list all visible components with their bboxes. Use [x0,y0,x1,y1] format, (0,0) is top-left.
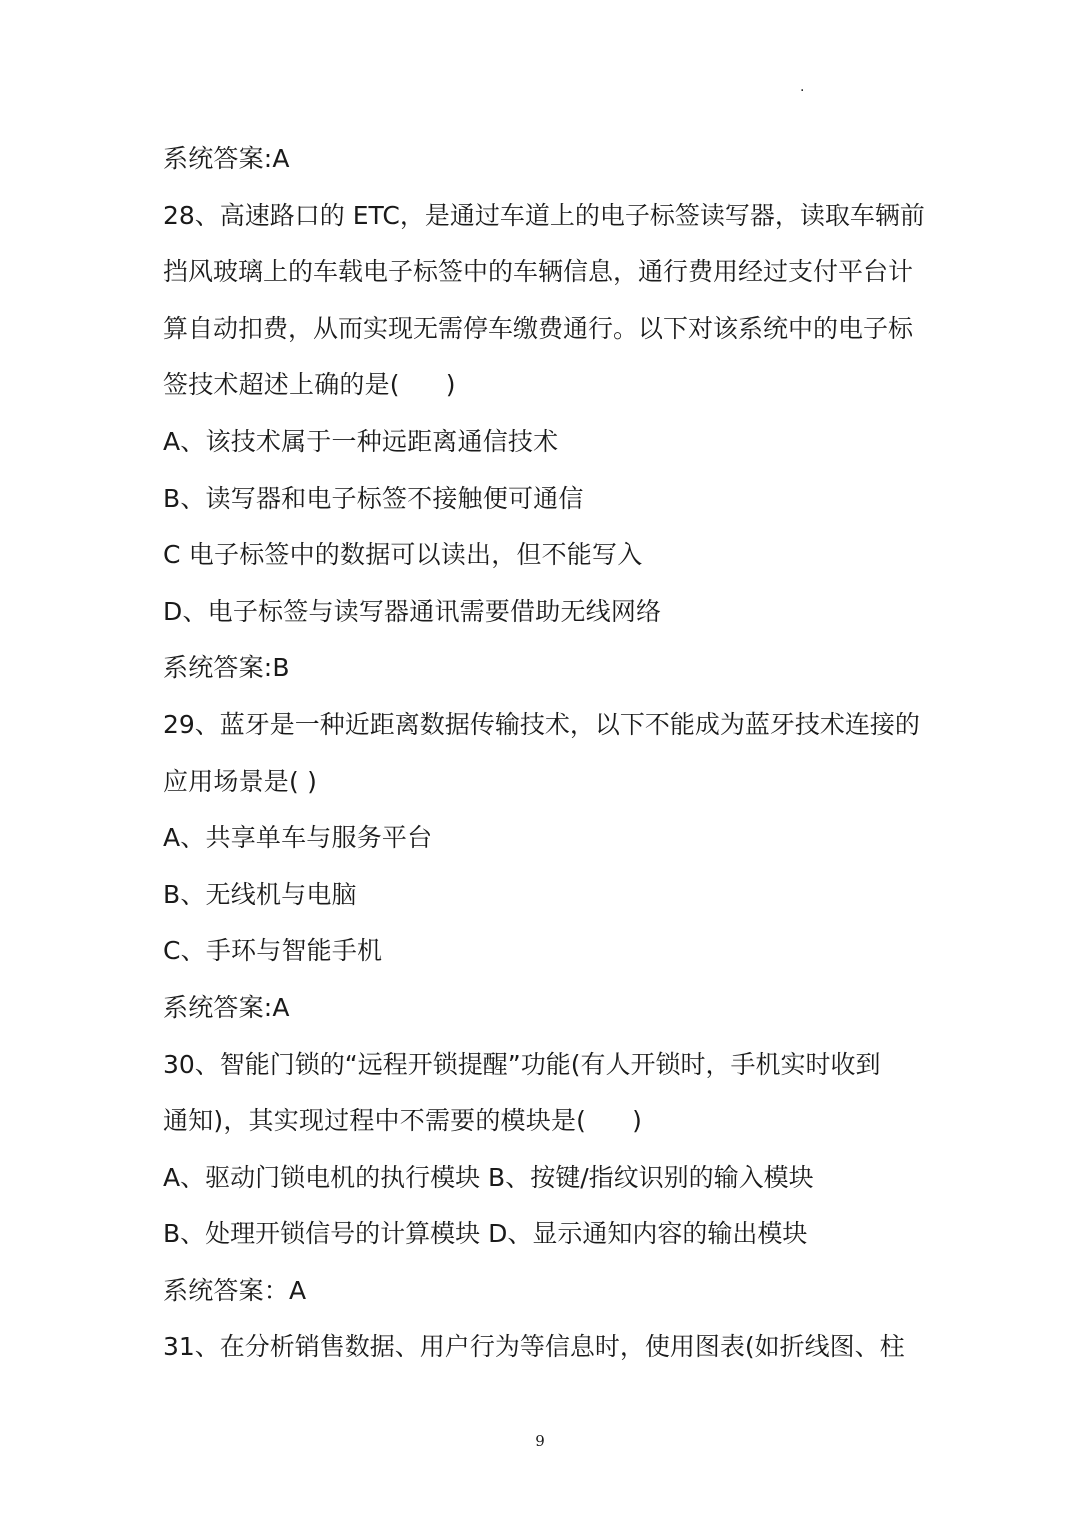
page-number: 9 [535,1432,545,1450]
question-30 [163,1037,923,1320]
question-28-line-3: 算自动扣费，从而实现无需停车缴费通行。以下对该系统中的电子标 [163,313,914,343]
option-28-b: B、读写器和电子标签不接触便可通信 [163,483,584,513]
option-29-a: A、共享单车与服务平台 [163,823,433,853]
question-28-stem-end: 签技术超述上确的是( [163,370,400,400]
question-29 [163,697,923,1037]
question-29-line-1: 29、蓝牙是一种近距离数据传输技术，以下不能成为蓝牙技术连接的 [163,709,920,739]
header-mark: · [800,83,805,99]
question-30-line-1: 30、智能门锁的“远程开锁提醒”功能(有人开锁时，手机实时收到 [163,1049,881,1079]
option-30-a-b: A、驱动门锁电机的执行模块 B、按键/指纹识别的输入模块 [163,1162,814,1192]
answer-28: 系统答案:B [163,653,290,683]
question-28-line-1: 28、高速路口的 ETC，是通过车道上的电子标签读写器，读取车辆前 [163,200,925,230]
question-31 [163,1319,923,1376]
question-28 [163,188,923,697]
option-28-c: C 电子标签中的数据可以读出，但不能写入 [163,540,643,570]
page-content [163,131,923,1376]
option-29-b: B、无线机与电脑 [163,879,357,909]
question-29-line-2: 应用场景是( ) [163,766,318,796]
answer-29: 系统答案:A [163,992,290,1022]
question-28-line-2: 挡风玻璃上的车载电子标签中的车辆信息，通行费用经过支付平台计 [163,257,914,287]
answer-30: 系统答案：A [163,1275,307,1305]
question-31-line-1: 31、在分析销售数据、用户行为等信息时，使用图表(如折线图、柱 [163,1332,905,1362]
question-28-paren-close: ) [445,370,456,400]
option-28-d: D、电子标签与读写器通讯需要借助无线网络 [163,596,662,626]
question-30-stem-end: 通知)，其实现过程中不需要的模块是( [163,1106,587,1136]
question-30-line-2 [163,1093,923,1150]
question-30-paren-close: ) [632,1106,643,1136]
answer-27: 系统答案:A [163,144,290,173]
option-28-a: A、该技术属于一种远距离通信技术 [163,426,559,456]
option-29-c: C、手环与智能手机 [163,936,383,966]
question-28-line-4 [163,357,923,414]
option-30-c-d: B、处理开锁信号的计算模块 D、显示通知内容的输出模块 [163,1219,808,1249]
